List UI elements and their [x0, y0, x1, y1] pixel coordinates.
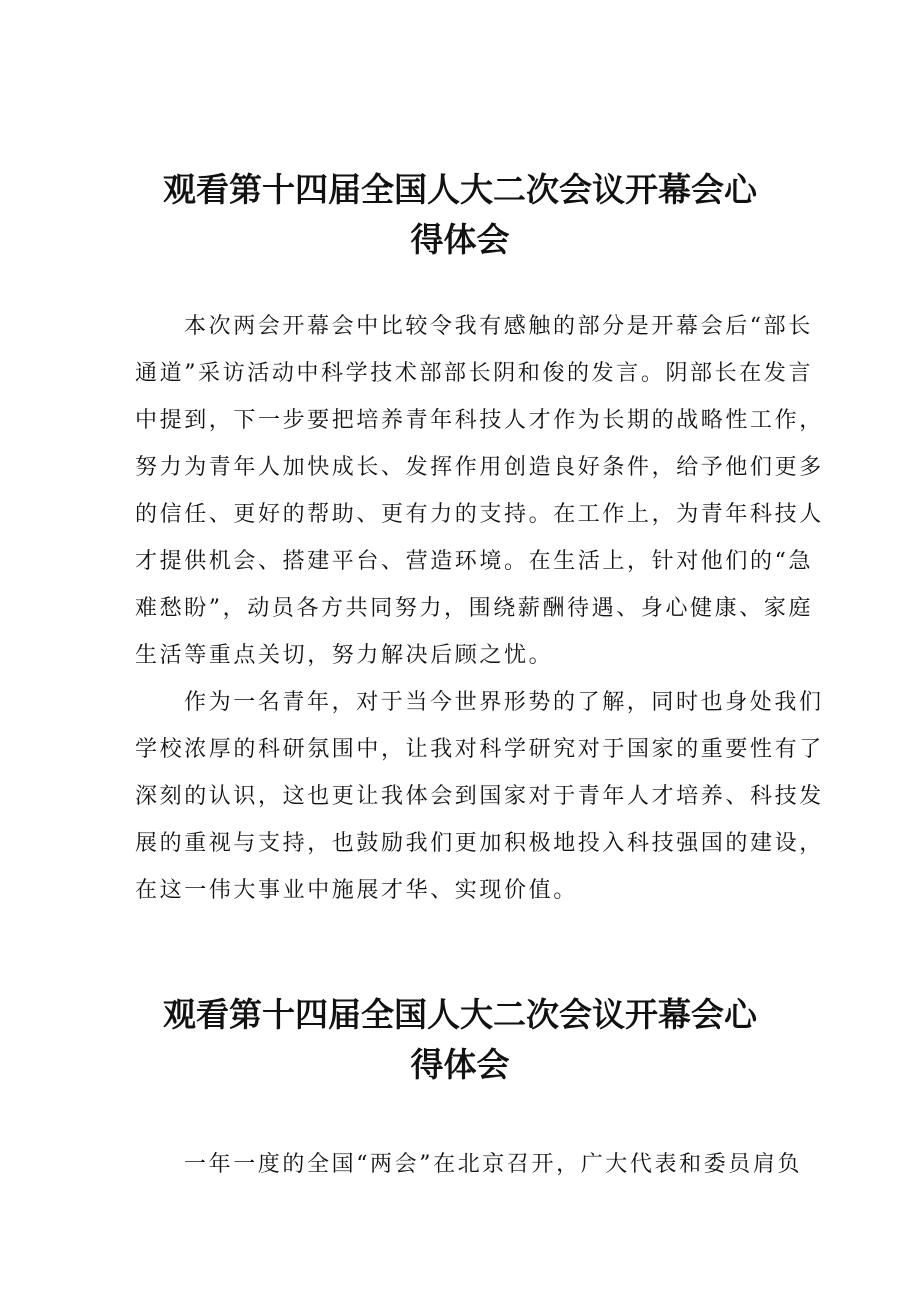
- paragraph: [135, 303, 824, 679]
- article-body-2: [135, 1141, 803, 1188]
- text-line: 作为一名青年，对于当今世界形势的了解，同时也身处我们: [184, 690, 824, 715]
- text-line: 学校浓厚的科研氛围中，让我对科学研究对于国家的重要性有了: [135, 737, 824, 762]
- text-line: 深刻的认识，这也更让我体会到国家对于青年人才培养、科技发: [135, 784, 824, 809]
- text-line: 展的重视与支持，也鼓励我们更加积极地投入科技强国的建设，: [135, 831, 824, 856]
- text-line: 通道”采访活动中科学技术部部长阴和俊的发言。阴部长在发言: [135, 361, 814, 386]
- title-line: 观看第十四届全国人大二次会议开幕会心: [163, 995, 757, 1034]
- title-line: 观看第十四届全国人大二次会议开幕会心: [163, 170, 757, 209]
- title-line: 得体会: [410, 220, 510, 259]
- article-title-1: [130, 165, 790, 265]
- text-line: 本次两会开幕会中比较令我有感触的部分是开幕会后“部长: [184, 314, 813, 339]
- text-line: 的信任、更好的帮助、更有力的支持。在工作上，为青年科技人: [135, 502, 824, 527]
- text-line: 才提供机会、搭建平台、营造环境。在生活上，针对他们的“急: [135, 549, 814, 574]
- text-line: 生活等重点关切，努力解决后顾之忧。: [135, 643, 554, 668]
- paragraph: [135, 1141, 803, 1188]
- text-line: 一年一度的全国“两会”在北京召开，广大代表和委员肩负: [184, 1152, 803, 1177]
- text-line: 中提到，下一步要把培养青年科技人才作为长期的战略性工作，: [135, 408, 824, 433]
- text-line: 努力为青年人加快成长、发挥作用创造良好条件，给予他们更多: [135, 455, 824, 480]
- text-line: 难愁盼”，动员各方共同努力，围绕薪酬待遇、身心健康、家庭: [135, 596, 814, 621]
- title-line: 得体会: [410, 1045, 510, 1084]
- article-title-2: [130, 990, 790, 1090]
- article-body-1: [135, 303, 824, 914]
- paragraph: [135, 679, 824, 914]
- text-line: 在这一伟大事业中施展才华、实现价值。: [135, 878, 578, 903]
